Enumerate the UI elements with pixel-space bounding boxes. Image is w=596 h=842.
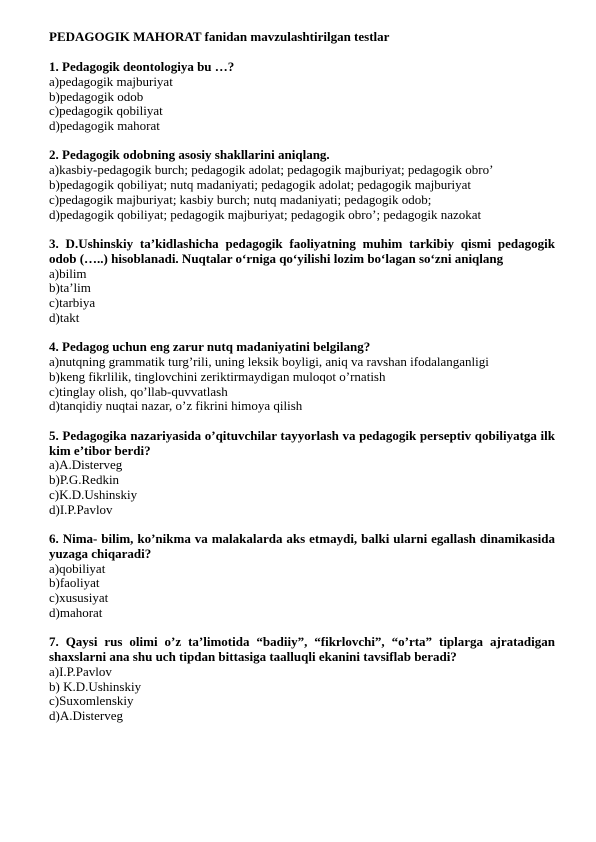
question-text: 7. Qaysi rus olimi o’z ta’limotida “badiiy”, “fikrlovchi”, “o’rta” tiplarga ajratadigan shaxslarni ana shu uch tipdan bittasiga taalluqli ekanini tavsiflab beradi? [49, 634, 555, 665]
question-2 [49, 148, 555, 222]
question-1 [49, 60, 555, 134]
document-title: PEDAGOGIK MAHORAT fanidan mavzulashtirilgan testlar [49, 29, 390, 44]
option-list [49, 458, 555, 517]
option-d: d)I.P.Pavlov [49, 501, 113, 517]
option-d: d)takt [49, 309, 80, 325]
question-text: 4. Pedagog uchun eng zarur nutq madaniyatini belgilang? [49, 339, 371, 355]
option-c: c)xususiyat [49, 590, 109, 606]
question-text: 5. Pedagogika nazariyasida o’qituvchilar tayyorlash va pedagogik perseptiv qobiliyatga ilk kim e’tibor berdi? [49, 427, 555, 458]
option-b: b)keng fikrlilik, tinglovchini zeriktirmaydigan muloqot o’rnatish [49, 368, 386, 384]
option-d: d)tanqidiy nuqtai nazar, o’z fikrini himoya qilish [49, 398, 303, 414]
question-7 [49, 635, 555, 724]
option-list [49, 267, 555, 326]
option-c: c)Suxomlenskiy [49, 693, 134, 709]
option-a: a)bilim [49, 265, 87, 281]
option-d: d)pedagogik mahorat [49, 118, 160, 134]
option-a: a)I.P.Pavlov [49, 663, 112, 679]
question-text: 1. Pedagogik deontologiya bu …? [49, 59, 235, 74]
option-list [49, 355, 555, 414]
option-a: a)qobiliyat [49, 560, 106, 576]
option-b: b)pedagogik odob [49, 88, 144, 104]
question-text: 3. D.Ushinskiy ta’kidlashicha pedagogik faoliyatning muhim tarkibiy qismi pedagogik odob (…..) hisoblanadi. Nuqtalar o‘rniga qo‘yilishi lozim bo‘lagan so‘zni aniqlang [49, 235, 555, 266]
option-a: a)nutqning grammatik turg’rili, uning leksik boyligi, aniq va ravshan ifodalanganligi [49, 354, 489, 370]
option-c: c)tarbiya [49, 295, 96, 311]
question-text: 6. Nima- bilim, ko’nikma va malakalarda aks etmaydi, balki ularni egallash dinamikasida yuzaga chiqaradi? [49, 531, 555, 561]
option-a: a)kasbiy-pedagogik burch; pedagogik adolat; pedagogik majburiyat; pedagogik obro’ [49, 162, 494, 178]
question-3 [49, 237, 555, 326]
option-d: d)A.Disterveg [49, 708, 124, 724]
option-list [49, 163, 555, 222]
document-page [49, 29, 555, 739]
question-5 [49, 429, 555, 518]
question-6 [49, 532, 555, 621]
question-4 [49, 340, 555, 414]
option-list [49, 665, 555, 724]
question-text: 2. Pedagogik odobning asosiy shakllarini aniqlang. [49, 147, 330, 163]
option-c: c)K.D.Ushinskiy [49, 486, 138, 502]
option-a: a)A.Disterveg [49, 457, 123, 473]
option-c: c)pedagogik qobiliyat [49, 103, 163, 119]
option-b: b)pedagogik qobiliyat; nutq madaniyati; pedagogik adolat; pedagogik majburiyat [49, 177, 472, 193]
option-list [49, 562, 555, 621]
option-list [49, 75, 555, 134]
option-c: c)tinglay olish, qo’llab-quvvatlash [49, 383, 228, 399]
option-b: b)faoliyat [49, 575, 100, 591]
option-b: b)P.G.Redkin [49, 472, 120, 488]
option-d: d)pedagogik qobiliyat; pedagogik majburiyat; pedagogik obro’; pedagogik nazokat [49, 206, 482, 222]
option-c: c)pedagogik majburiyat; kasbiy burch; nutq madaniyati; pedagogik odob; [49, 191, 432, 207]
option-b: b)ta’lim [49, 280, 91, 296]
option-b: b) K.D.Ushinskiy [49, 678, 142, 694]
option-a: a)pedagogik majburiyat [49, 73, 173, 89]
option-d: d)mahorat [49, 605, 103, 620]
